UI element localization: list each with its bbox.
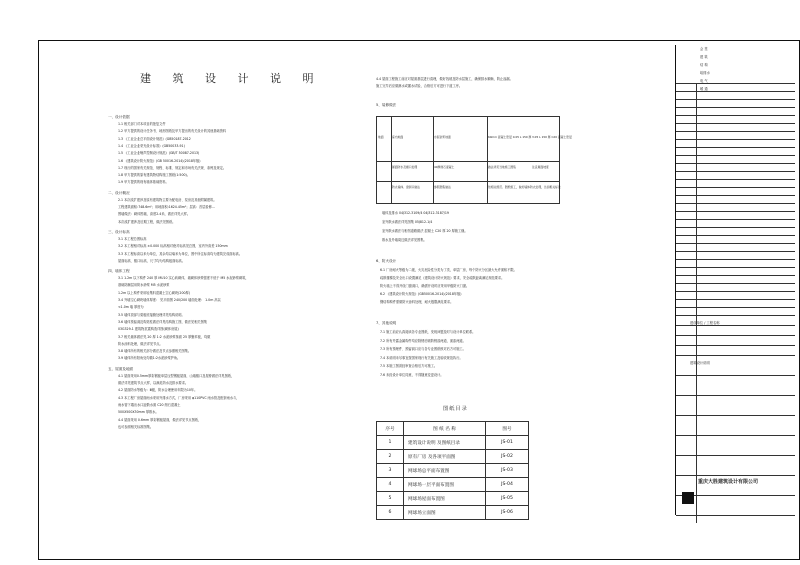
drawing-list-header-cell: 序号: [377, 422, 404, 436]
right-line: 6.1 厂房耐火等级为二级，火灾危险性分类为丁类，单层厂房，每个防火分区最大允许面积不限。: [380, 268, 517, 272]
title-block-rule: [676, 355, 795, 356]
section-line: 3.1 本工程总图标高: [118, 236, 147, 241]
drawing-list-cell: 网球场一层平面布置图: [404, 478, 486, 492]
title-block-rule: [676, 325, 795, 326]
title-block-rule: [676, 299, 795, 300]
section-line: 4.4 屋面采用 0.6mm 厚彩钢板屋面，做法详见节点图纸，: [118, 417, 202, 422]
title-block-rule: [676, 115, 795, 116]
drawing-list-header-cell: 图号: [486, 422, 529, 436]
title-block-rule: [676, 315, 795, 316]
drawing-list-header-cell: 图 纸 名 称: [404, 422, 486, 436]
right-line: 墙体及排水 04J312-3109/4 04J312-3187/19: [382, 211, 449, 215]
title-block-rule: [676, 123, 795, 124]
section-line: 防水涂料处理，做法详见节点。: [118, 341, 163, 346]
drawing-list-cell: JS-05: [486, 492, 529, 506]
section-line: 1.4 《工业企业采光设计标准》(GB50033-91): [118, 143, 185, 148]
section-line: 3.3 本工程标高以米为单位，其余均以毫米为单位，图中所注标高均为建筑完成面标高。: [118, 251, 243, 256]
drawing-list-cell: 5: [377, 492, 404, 506]
drawing-list-row: [377, 492, 529, 506]
section-line: 本次改扩建涉及后期工程，做法见图纸。: [118, 219, 176, 224]
drawing-list-cell: 6: [377, 506, 404, 520]
drawing-list-row: [377, 450, 529, 464]
title-block-rule: [676, 139, 795, 140]
title-block-rule: [676, 395, 795, 396]
drawing-list-cell: 原有厂房 及各项平面图: [404, 450, 486, 464]
title-block-rule: [676, 235, 795, 236]
drawing-list-cell: 网球场屋面布置图: [404, 492, 486, 506]
section-line: 4.1 屋面采用0.5mm厚彩钢板单层压型钢板屋面，山墙檐口及屋脊做法详见图纸，: [118, 373, 235, 378]
title-block-label: 电 气: [700, 79, 708, 83]
title-block-rule: [676, 435, 795, 436]
section-heading: 三、设计标高: [108, 229, 130, 234]
drawing-list-cell: 3: [377, 464, 404, 478]
title-block-rule: [676, 475, 795, 476]
section-line: 1.5 《工业企业噪声控制设计规范》(GB/T 50087-2013): [118, 151, 200, 156]
right-line: 4.4 屋面工程施工前应对屋面基层进行清理，做好找坡及防水层施工，确保排水顺畅，防止渗漏。: [376, 77, 513, 81]
section-line: 雨水管下端出水口距散水面 C20 细石混凝土: [118, 402, 181, 407]
right-line: 7.4 本说明未尽事宜按国家现行有关施工及验收规范执行。: [380, 355, 463, 360]
right-line: 散水及外墙周边做法详见图集。: [382, 238, 427, 242]
title-block-rule: [676, 415, 795, 416]
section-line: 做法详见建筑节点大样，以满足防水及排水要求。: [118, 381, 189, 385]
drawing-list-row: [377, 506, 529, 520]
title-block-rule: [676, 455, 795, 456]
drawing-list-cell: JS-03: [486, 464, 529, 478]
finish-table: [376, 116, 560, 204]
drawing-list-table: [376, 421, 529, 520]
drawing-list-cell: 4: [377, 478, 404, 492]
title-block-rule: [676, 515, 795, 516]
title-block-rule: [676, 107, 795, 108]
section-heading: 一、设计依据: [108, 115, 130, 119]
right-line: 钢结构构件需做防火涂料处理，耐火极限满足要求。: [380, 300, 454, 304]
section-line: 1.3 《工业企业总平面设计规范》(GB50187-2012: [118, 136, 191, 141]
drawing-list-cell: JS-04: [486, 478, 529, 492]
finish-cell: 40厚细石混凝土: [434, 165, 455, 169]
title-block-rule: [676, 147, 795, 148]
section-line: 3.7 相关墙体做法见 20 厚 1:2 水泥砂浆抹面 25 厚聚苯板，均做: [118, 334, 211, 339]
title-block-rule: [676, 179, 795, 180]
right-line: 室外散水做法详见图集 05J812-1/4: [382, 220, 433, 224]
finish-cell: 3.05 L 150 厚 C20 混凝土垫层: [532, 135, 572, 139]
document-title: 建 筑 设 计 说 明: [140, 72, 323, 85]
drawing-list-cell: 1: [377, 436, 404, 450]
section-line: 3.9 墙体所有阳角处均做1:2水泥砂浆护角。: [118, 356, 181, 361]
title-block-rule: [676, 307, 795, 308]
title-block-rule: [676, 99, 795, 100]
section-line: 屋面标高、檐口标高，尺寸均为结构板面标高。: [118, 258, 185, 263]
title-block-label: 会 签: [700, 47, 708, 51]
title-block-label: 结 构: [700, 63, 708, 67]
right-line: 室外散水做法与相邻道路做法 混凝土 C20 厚 20 厚施工缝。: [382, 229, 468, 233]
finish-cell: 依相关规范、图纸施工，做好墙体防火处理，达到相关标准: [488, 185, 561, 189]
section-line: 1.6 《建筑设计防火规范》(GB 50016-2014)(2018年版): [118, 158, 201, 163]
section-line: 1.2 甲方提供的设计任务书、地形图纸及甲方提出的有关设计的其他基础资料: [118, 129, 227, 134]
title-block-rule: [676, 243, 795, 244]
title-block-rule: [676, 259, 795, 260]
drawing-list-row: [377, 478, 529, 492]
finish-cell: 屋面防水及檐口处理: [392, 165, 418, 169]
title-block-rule: [676, 131, 795, 132]
title-block-label: 给排水: [700, 71, 710, 75]
section-line: 3.2 本工程相对标高 ±0.000 标高相对绝对标高见总图，室内外高差 150mm: [118, 244, 228, 249]
fire-heading: 6、防火设计: [376, 259, 397, 263]
title-block-rule: [676, 155, 795, 156]
title-block-rule: [676, 211, 795, 212]
title-block-rule: [676, 163, 795, 164]
section-line: 工程建筑面积:748.6m²；用地面积:1624.45m²；层高：首层检修…: [118, 205, 215, 209]
title-block: [675, 45, 795, 515]
drawing-list-cell: 2: [377, 450, 404, 464]
title-block-divider: [696, 83, 697, 523]
title-block-rule: [676, 275, 795, 276]
right-line: 7.3 所有预埋件、预留洞口应与各专业图纸核对后方可施工。: [380, 347, 466, 351]
title-block-label: 暖 通: [700, 87, 708, 91]
finish-cell: 地面: [378, 135, 384, 139]
finish-cell: 室内地面: [392, 135, 404, 139]
title-block-rule: [676, 91, 795, 92]
section-line: 3.4 外墙空心砌块墙体厚度： 见平面图 240/200 墙面处理： 1.0m 高以: [118, 298, 221, 302]
section-heading: 二、设计概况: [108, 190, 130, 195]
drawing-list-header: [377, 422, 529, 436]
section-line: 围墙做法：砌体围墙，高度2.4米，做法详见大样。: [118, 212, 191, 217]
title-block-label: 建 筑: [700, 55, 708, 59]
drawing-list-cell: JS-01: [486, 436, 529, 450]
finish-cell: 做法详见当地施工图集: [488, 165, 516, 169]
finish-cell: 60mm 混凝土垫层 0.05 L 150 厚: [488, 135, 532, 139]
right-line: 7.1 施工前应认真阅读各专业图纸，发现问题及时与设计单位联系。: [380, 330, 476, 334]
drawing-list-cell: 建筑设计说明 及图纸目录: [404, 436, 486, 450]
title-block-rule: [676, 195, 795, 196]
section-line: 1.2m 以上构件采用轻集料混凝土空心砌块(200厚): [118, 290, 190, 295]
right-line: 7.6 未经设计单位同意，不得随意变更设计。: [380, 372, 444, 377]
title-block-rule: [676, 335, 795, 336]
title-block-rule: [676, 187, 795, 188]
right-line: 6.2 《建筑设计防火规范》(GB50016-2014)(2018年版): [380, 292, 462, 296]
right-line: 防火墙上不得开设门窗洞口，确需开设时应采用甲级防火门窗。: [380, 284, 470, 288]
title-block-rule: [676, 83, 795, 84]
section-line: 也可参照相关标准图集。: [118, 424, 154, 429]
section-line: <1.0m 墙 厚度为: [118, 305, 144, 310]
section-line: 500X500X30mm 厚散水。: [118, 410, 159, 415]
right-line: 施工完毕后应做淋水或蓄水试验，合格后方可进行下道工序。: [376, 84, 463, 88]
title-block-rule: [676, 203, 795, 204]
right-line: 7.5 本施工图须经审查合格后方可施工。: [380, 364, 438, 368]
drawing-list-cell: 网球场总平面布置图: [404, 464, 486, 478]
right-line: 疏散楼梯及安全出口设置满足《建筑设计防火规范》要求，安全疏散距离满足规范要求。: [380, 276, 505, 280]
section-line: 2.1 本次改扩建涉及原有建筑物主要为配电房、泵房及其他附属建筑。: [118, 197, 217, 202]
title-block-rule: [676, 345, 795, 346]
section-line: 1.1 相关部门对本项目的批复文件: [118, 122, 166, 126]
title-block-rule: [676, 251, 795, 252]
drawing-list-row: [377, 464, 529, 478]
finish-cell: 防火墙体、窗洞口做法: [392, 185, 420, 189]
title-block-rule: [676, 227, 795, 228]
finish-cell: 注意屋面坡度: [532, 165, 549, 169]
section-line: 1.7 现行的国家有关规范、规程、标准、规定和市场有关法规、条例及规定。: [118, 165, 227, 170]
drawing-list-cell: JS-02: [486, 450, 529, 464]
title-block-project: 建设单位 / 工程名称: [690, 321, 720, 325]
section-line: 4.2 屋面防水等级为：Ⅲ级，防水合理使用年限为10年。: [118, 388, 198, 393]
drawing-list-cell: 网球场立面图: [404, 506, 486, 520]
section-line: 4.3 本工程厂房屋面雨水采用外排水方式，厂房采用 φ110PVC 雨水管及配套雨水斗，: [118, 395, 240, 400]
section-line: 3.6 墙体预留洞及构造柱做法详见结构施工图，做法见相关图集: [118, 319, 207, 324]
section-line: 1.8 甲方提供的原有建筑物结构施工图纸(1:500)。: [118, 173, 190, 178]
section-line: 03G329-1 建筑物抗震构造详图(砌体房屋): [118, 327, 179, 332]
section-heading: 五、屋面及地面: [108, 366, 134, 371]
finish-heading: 5、装修做法: [376, 103, 397, 107]
title-block-rule: [676, 267, 795, 268]
title-block-rule: [676, 375, 795, 376]
drawing-list-row: [377, 436, 529, 450]
title-block-rule: [676, 291, 795, 292]
drawing-list-title: 图纸目录: [443, 406, 468, 412]
right-line: 7.2 所有外露金属构件均应除锈后刷防锈漆两道，面漆两道。: [380, 338, 466, 343]
finish-cell: 参照图集做法: [434, 185, 451, 189]
finish-cell: 水泥砂浆地面: [434, 135, 451, 139]
title-block-rule: [676, 171, 795, 172]
drawing-list-cell: JS-06: [486, 506, 529, 520]
company-name: 重庆大胜建筑设计有限公司: [698, 479, 759, 485]
section-line: 3.1 1.2m 以下构件 240 厚 MU10 实心砖砌体，墙砌体砂浆强度不低于 M5 水泥砂浆砌筑，: [118, 276, 249, 281]
title-block-rule: [676, 219, 795, 220]
section-line: 基础防潮层用防水砂浆 M5 水泥砂浆: [118, 283, 170, 288]
other-heading: 7、其他说明: [376, 321, 397, 325]
title-block-drawing: 建筑设计说明: [690, 361, 710, 365]
title-block-rule: [676, 283, 795, 284]
section-line: 3.5 墙体顶部与梁板底接缝处理详见结构说明。: [118, 312, 185, 317]
company-logo: [682, 492, 694, 504]
section-line: 1.9 甲方提供的现有墙体基础资料。: [118, 180, 169, 185]
section-heading: 四、墙体工程: [108, 269, 130, 274]
section-line: 3.8 墙体所有的相关部分做法及节点参照相关图集。: [118, 349, 192, 354]
